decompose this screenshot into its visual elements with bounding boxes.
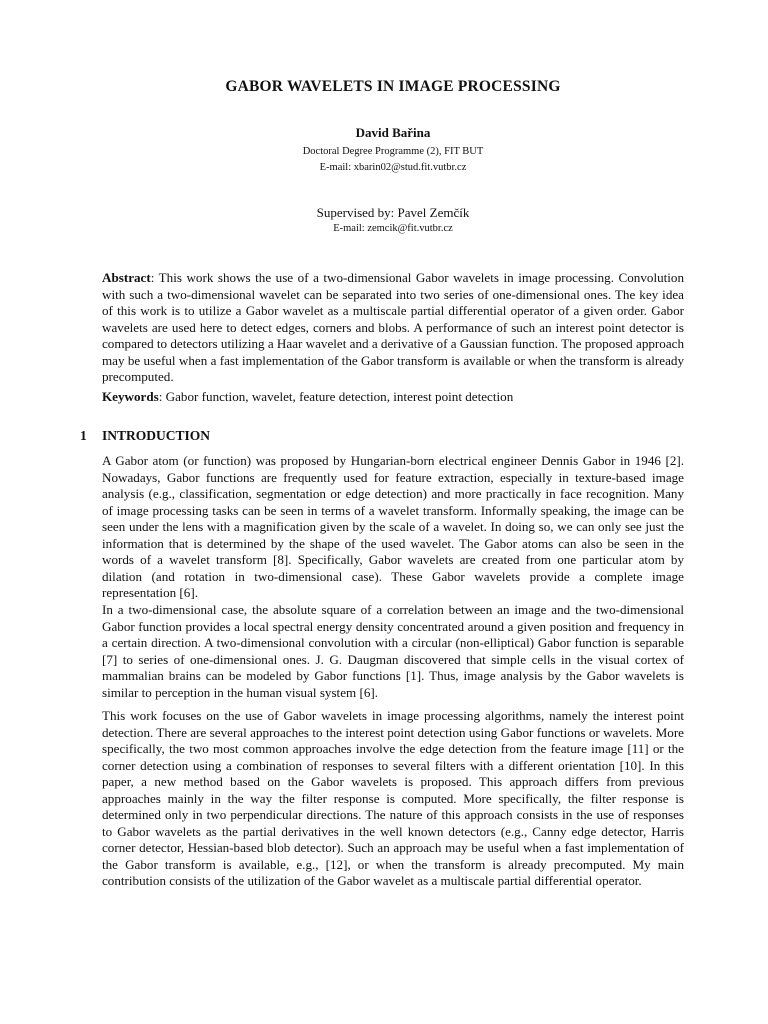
intro-paragraph-3: This work focuses on the use of Gabor wavelets in image processing algorithms, namely the interest point detection. There are several approaches to the interest point detection using Gabor functions or wavelets. More specifically, the two most common approaches involve the edge detection from the feature image [11] or the corner detection using a combination of responses to several filters with a different orientation [10]. In this paper, a new method based on the Gabor wavelets is proposed. This approach differs from previous approaches mainly in the way the filter response is computed. More specifically, the filter response is determined only in two perpendicular directions. The nature of this approach consists in the use of responses to Gabor wavelets as the partial derivatives in the well known detectors (e.g., Canny edge detector, Harris corner detector, Hessian-based blob detector). Such an approach may be useful when a fast implementation of the Gabor transform is available, e.g., [12], or when the transform is already precomputed. My main contribution consists of the utilization of the Gabor wavelet as a multiscale partial differential operator. [102, 708, 684, 888]
section-heading [80, 428, 210, 444]
section-number: 1 [80, 428, 87, 443]
section-title: INTRODUCTION [102, 428, 211, 443]
supervisor-line: Supervised by: Pavel Zemčík [316, 205, 470, 220]
intro-paragraph-2: In a two-dimensional case, the absolute square of a correlation between an image and the two-dimensional Gabor function provides a local spectral energy density concentrated around a given position and frequency in a certain direction. A two-dimensional convolution with a circular (non-elliptical) Gabor function is separable [7] to series of one-dimensional ones. J. G. Daugman discovered that simple cells in the visual cortex of mammalian brains can be modeled by Gabor functions [1]. Thus, image analysis by the Gabor wavelets is similar to perception in the human visual system [6]. [102, 602, 684, 700]
intro-paragraph-1: A Gabor atom (or function) was proposed by Hungarian-born electrical engineer Dennis Gabor in 1946 [2]. Nowadays, Gabor functions are frequently used for feature extraction, especially in texture-based image analysis (e.g., classification, segmentation or edge detection) and more practically in face recognition. Many of image processing tasks can be seen in terms of a wavelet transform. Informally speaking, the image can be seen under the lens with a magnification given by the scale of a wavelet. In doing so, we can only see just the information that is determined by the shape of the used wavelet. The Gabor atoms can also be seen in the words of a wavelet transform [8]. Specifically, Gabor wavelets are created from one particular atom by dilation (and rotation in two-dimensional case). These Gabor wavelets provide a complete image representation [6]. [102, 453, 684, 600]
paper-title: GABOR WAVELETS IN IMAGE PROCESSING [225, 78, 561, 95]
author-name: David Bařina [355, 125, 431, 140]
abstract-text: : This work shows the use of a two-dimensional Gabor wavelets in image processing. Convolution with such a two-dimensional wavelet can be separated into two series of one-dimensional ones. The key idea of this work is to utilize a Gabor wavelet as a multiscale partial differential operator of a given order. Gabor wavelets are used here to detect edges, corners and blobs. A performance of such an interest point detector is compared to detectors utilizing a Haar wavelet and a derivative of a Gaussian function. The proposed approach may be useful when a fast implementation of the Gabor transform is available or when the transform is already precomputed. [102, 270, 684, 384]
keywords [102, 389, 684, 406]
keywords-text: : Gabor function, wavelet, feature detection, interest point detection [158, 389, 514, 404]
author-email: E-mail: xbarin02@stud.fit.vutbr.cz [319, 162, 467, 173]
keywords-label: Keywords [102, 389, 159, 404]
abstract [102, 270, 684, 386]
supervisor-email: E-mail: zemcik@fit.vutbr.cz [333, 223, 453, 234]
abstract-label: Abstract [102, 270, 151, 285]
author-affiliation: Doctoral Degree Programme (2), FIT BUT [302, 146, 484, 157]
